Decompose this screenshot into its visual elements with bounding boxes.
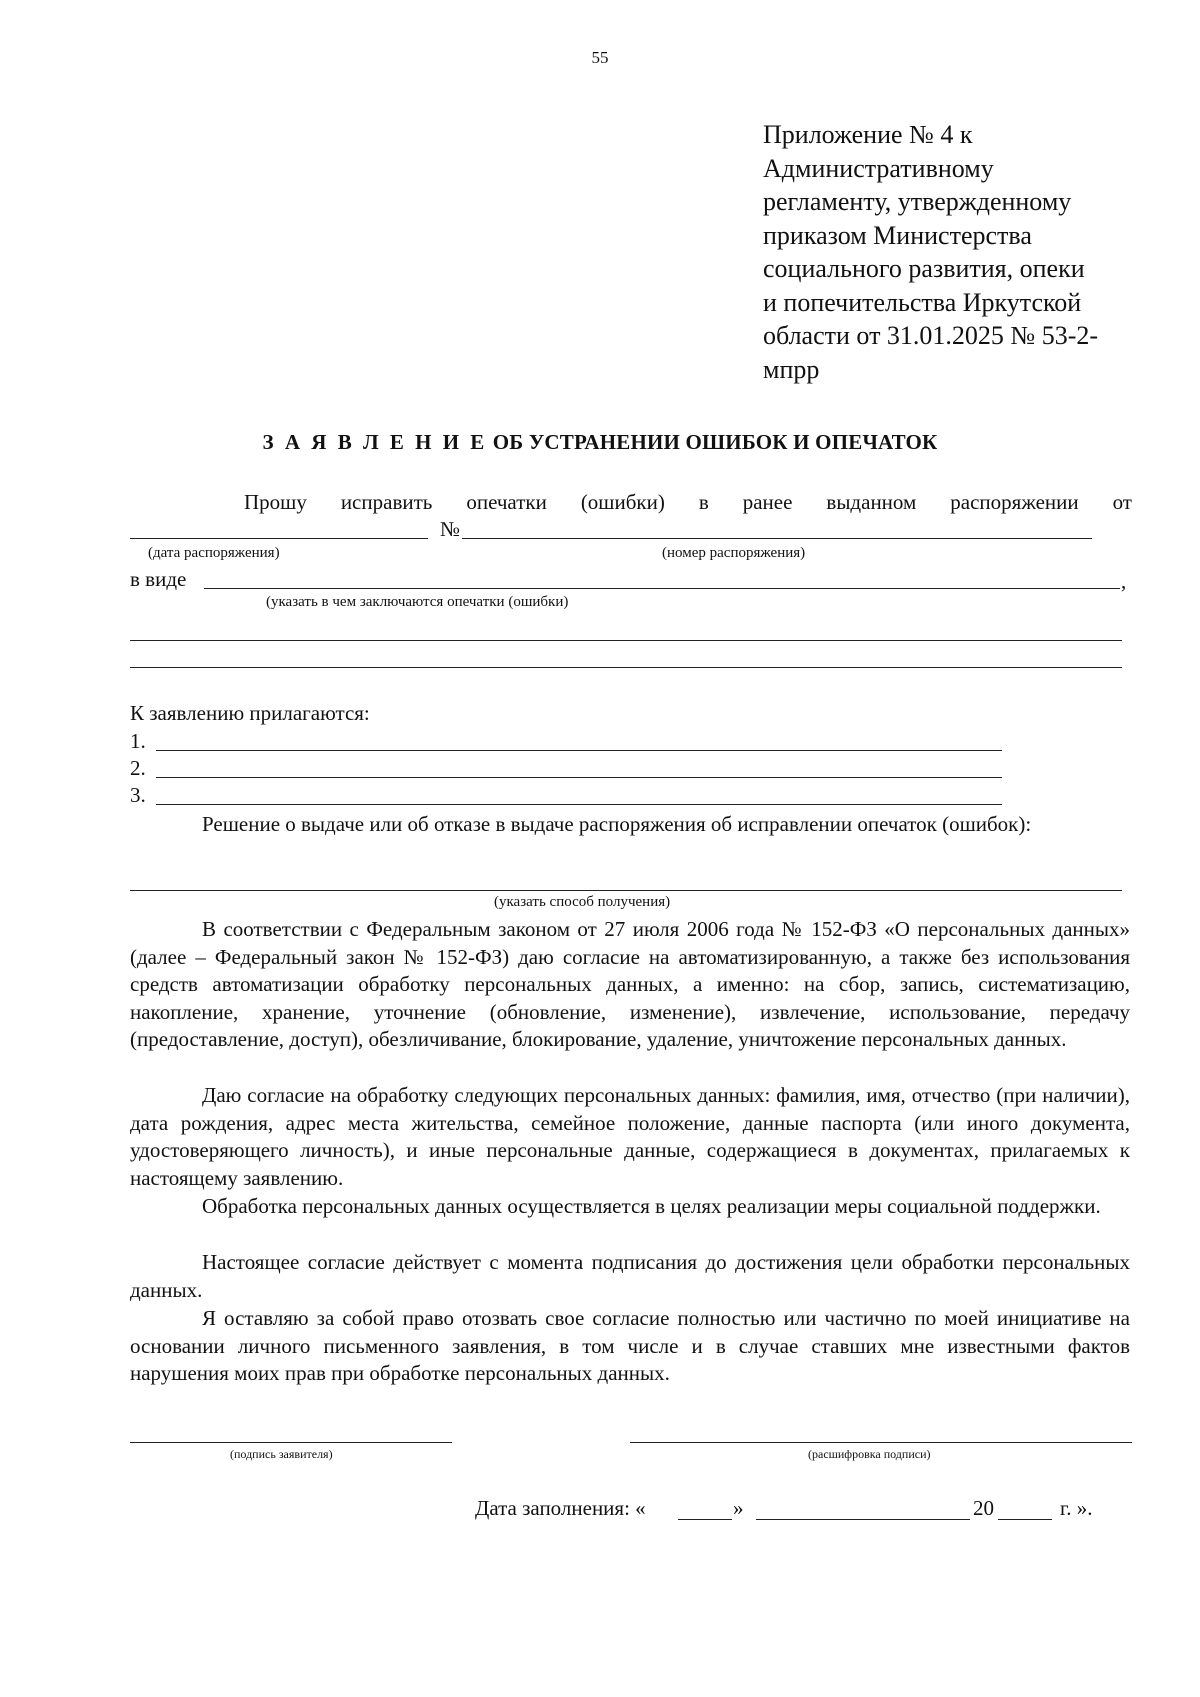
- fill-date-year-line[interactable]: [998, 1519, 1052, 1520]
- fill-date-close-quote: »: [733, 1496, 744, 1520]
- appendix-line: области от 31.01.2025 № 53-2-: [763, 321, 1099, 350]
- fill-date-year-prefix: 20: [973, 1496, 994, 1520]
- date-caption: (дата распоряжения): [148, 545, 280, 561]
- number-sign: №: [440, 517, 461, 541]
- consent-paragraph: Даю согласие на обработку следующих персональных данных: фамилия, имя, отчество (при наличии), дата рождения, адрес места жительства, семейное положение, данные паспорта (или иного документа, удостоверяющего личность), и иные персональные данные, содержащиеся в документах, прилагаемых к настоящему заявлению.: [130, 1083, 1130, 1190]
- fill-date-label: Дата заполнения: «: [475, 1496, 646, 1520]
- page-number: 55: [591, 48, 609, 67]
- appendix-line: мпрр: [763, 354, 820, 384]
- consent-paragraph: Я оставляю за собой право отозвать свое согласие полностью или частично по моей инициативе на основании личного письменного заявления, в том числе и в случае ставших мне известными фактов нарушения моих прав при обработке персональных данных.: [130, 1306, 1130, 1385]
- signature-line[interactable]: [130, 1442, 452, 1443]
- attachment-line-2[interactable]: [156, 777, 1002, 778]
- fill-date-day-line[interactable]: [678, 1519, 732, 1520]
- delivery-method-caption: (указать способ получения): [494, 894, 671, 910]
- errors-caption: (указать в чем заключаются опечатки (ошибки): [266, 594, 569, 610]
- attachment-number: 2.: [130, 756, 146, 780]
- title-spaced: З А Я В Л Е Н И Е: [262, 430, 488, 454]
- errors-field-line-2[interactable]: [130, 640, 1122, 641]
- comma: ,: [1121, 569, 1127, 593]
- fill-date-year-suffix: г. ».: [1060, 1496, 1093, 1520]
- appendix-line: Приложение № 4 к: [763, 120, 973, 149]
- attachment-number: 3.: [130, 783, 146, 807]
- appendix-reference: [763, 118, 1163, 386]
- signature-caption: (подпись заявителя): [230, 1447, 333, 1461]
- in-form-label: в виде: [130, 567, 187, 591]
- errors-field-line-3[interactable]: [130, 667, 1122, 668]
- attachment-line-3[interactable]: [156, 804, 1002, 805]
- appendix-line: и попечительства Иркутской: [763, 287, 1082, 317]
- consent-paragraph: Настоящее согласие действует с момента подписания до достижения цели обработки персональных данных.: [130, 1250, 1130, 1302]
- decision-text: Решение о выдаче или об отказе в выдаче распоряжения об исправлении опечаток (ошибок):: [202, 812, 1032, 836]
- document-title: [0, 430, 1200, 455]
- signature-decoding-line[interactable]: [630, 1442, 1132, 1443]
- errors-field-line[interactable]: [204, 588, 1120, 589]
- appendix-line: социального развития, опеки: [763, 254, 1085, 283]
- number-field-line[interactable]: [462, 538, 1092, 539]
- date-field-line[interactable]: [130, 538, 428, 539]
- signature-decoding-caption: (расшифровка подписи): [808, 1447, 931, 1461]
- attachments-heading: К заявлению прилагаются:: [130, 701, 370, 725]
- attachment-line-1[interactable]: [156, 750, 1002, 751]
- fill-date-month-line[interactable]: [756, 1519, 970, 1520]
- number-caption: (номер распоряжения): [662, 545, 806, 561]
- title-rest: ОБ УСТРАНЕНИИ ОШИБОК И ОПЕЧАТОК: [487, 430, 938, 454]
- appendix-line: приказом Министерства: [763, 220, 1032, 250]
- request-intro: Прошу исправить опечатки (ошибки) в ранее выданном распоряжении от: [244, 490, 1132, 514]
- appendix-line: Административному: [763, 153, 994, 183]
- consent-paragraph: В соответствии с Федеральным законом от 27 июля 2006 года № 152-ФЗ «О персональных данных» (далее – Федеральный закон № 152-ФЗ) даю согласие на автоматизированную, а также без использования средств автоматизации обработку персональных данных, а именно: на сбор, запись, систематизацию, накопление, хранение, уточнение (обновление, изменение), извлечение, использование, передачу (предоставление, доступ), обезличивание, блокирование, удаление, уничтожение персональных данных.: [130, 917, 1130, 1051]
- consent-paragraph: Обработка персональных данных осуществляется в целях реализации меры социальной поддержки.: [202, 1194, 1101, 1218]
- appendix-line: регламенту, утвержденному: [763, 187, 1072, 216]
- delivery-method-line[interactable]: [130, 890, 1122, 891]
- attachment-number: 1.: [130, 729, 146, 753]
